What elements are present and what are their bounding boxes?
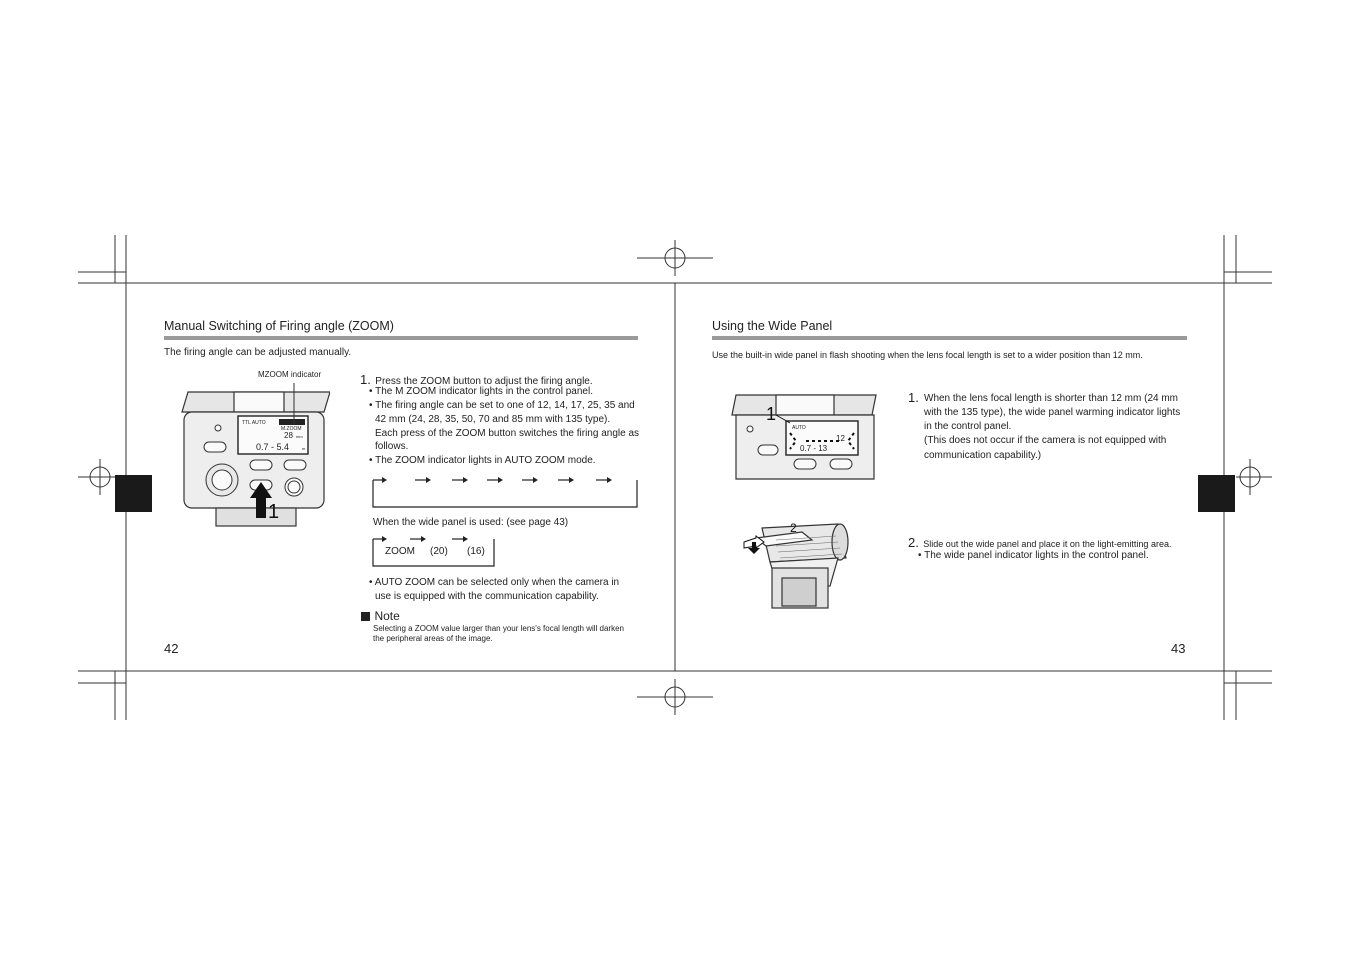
- left-title-bar: [164, 336, 638, 340]
- right-step-1-line-4: (This does not occur if the camera is not equipped with: [924, 435, 1167, 446]
- note-title: Note: [374, 609, 400, 623]
- right-lcd-zoom: 12: [836, 434, 845, 443]
- right-intro: Use the built-in wide panel in flash shooting when the lens focal length is set to a wider position than 12 mm.: [712, 350, 1143, 360]
- left-bullet-2-cont3: follows.: [375, 441, 409, 452]
- right-callout-2: 2: [790, 521, 797, 535]
- left-bullet-1: • The M ZOOM indicator lights in the control panel.: [369, 386, 593, 397]
- left-bullet-2: • The firing angle can be set to one of 12, 14, 17, 25, 35 and: [369, 400, 635, 411]
- mzoom-indicator-label: MZOOM indicator: [258, 370, 322, 379]
- left-bullet-3: • The ZOOM indicator lights in AUTO ZOOM mode.: [369, 455, 596, 466]
- flash-lcd-warning-illustration: [730, 393, 880, 481]
- auto-zoom-note-2: use is equipped with the communication capability.: [375, 591, 599, 602]
- chapter-tab-left: [115, 475, 152, 512]
- auto-zoom-note-1: • AUTO ZOOM can be selected only when the camera in: [369, 577, 620, 588]
- wide-seq-20: (20): [430, 546, 448, 557]
- wide-panel-slide-illustration: [742, 518, 854, 610]
- right-step-1-line-3: in the control panel.: [924, 421, 1012, 432]
- right-callout-1: 1: [766, 404, 777, 424]
- note-heading: [361, 607, 400, 625]
- note-text-2: the peripheral areas of the image.: [373, 634, 493, 643]
- right-step-2-number: 2.: [908, 535, 919, 550]
- lcd-zoom-badge: M.ZOOM: [281, 426, 302, 432]
- left-bullet-2-cont2: Each press of the ZOOM button switches the firing angle as: [375, 428, 640, 439]
- zoom-cycle-diagram: [370, 474, 642, 510]
- right-step-2-text: Slide out the wide panel and place it on the light-emitting area.: [923, 539, 1172, 549]
- wide-seq-16: (16): [467, 546, 485, 557]
- note-square-icon: [361, 612, 370, 621]
- callout-number: 1: [268, 501, 280, 523]
- flash-back-illustration: [180, 380, 330, 530]
- right-step-1-number: 1.: [908, 390, 919, 405]
- page-number-right: 43: [1171, 641, 1186, 656]
- right-step-2-bullet: • The wide panel indicator lights in the control panel.: [918, 550, 1149, 561]
- wide-panel-label: When the wide panel is used: (see page 43): [373, 517, 569, 528]
- lcd-range: 0.7 - 5.4: [256, 442, 290, 452]
- right-title-bar: [712, 336, 1187, 340]
- left-intro: The firing angle can be adjusted manually.: [164, 347, 352, 358]
- left-step-1-number: 1.: [360, 372, 371, 387]
- right-step-1-line-2: with the 135 type), the wide panel warming indicator lights: [924, 407, 1181, 418]
- note-text-1: Selecting a ZOOM value larger than your lens's focal length will darken: [373, 624, 624, 633]
- right-section-title: Using the Wide Panel: [712, 319, 833, 333]
- right-step-1-line-5: communication capability.): [924, 450, 1042, 461]
- page-number-left: 42: [164, 641, 179, 656]
- right-step-1-line-1: When the lens focal length is shorter than 12 mm (24 mm: [924, 393, 1179, 404]
- left-step-1-text: Press the ZOOM button to adjust the firing angle.: [375, 376, 593, 387]
- lcd-zoom-unit: mm: [296, 434, 303, 439]
- chapter-tab-right: [1198, 475, 1235, 512]
- wide-seq-zoom: ZOOM: [385, 546, 415, 557]
- lcd-zoom-value: 28: [284, 431, 293, 440]
- right-lcd-range: 0.7 - 13: [800, 444, 828, 453]
- right-lcd-mode: AUTO: [792, 425, 806, 431]
- left-bullet-2-cont: 42 mm (24, 28, 35, 50, 70 and 85 mm with 135 type).: [375, 414, 611, 425]
- lcd-range-unit: m: [302, 446, 306, 451]
- lcd-mode-text: TTL AUTO: [242, 420, 266, 426]
- left-section-title: Manual Switching of Firing angle (ZOOM): [164, 319, 394, 333]
